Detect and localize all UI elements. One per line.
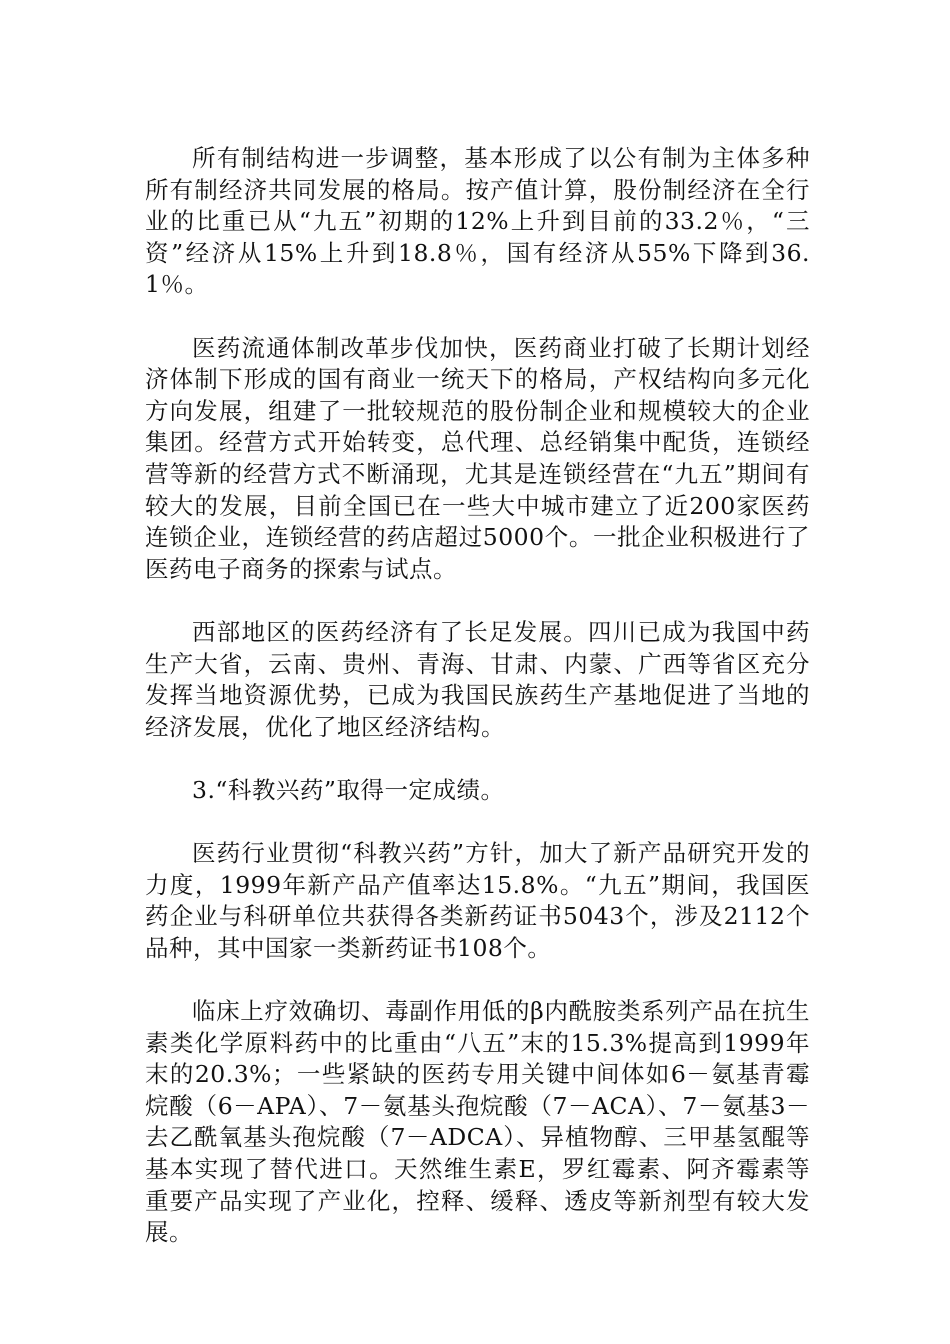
section-heading-science-education: 3.“科教兴药”取得一定成绩。 (192, 775, 505, 804)
paragraph-clinical-products: 临床上疗效确切、毒副作用低的β内酰胺类系列产品在抗生素类化学原料药中的比重由“八五”末的15.3%提高到1999年末的20.3%；一些紧缺的医药专用关键中间体如6－氨基青霉烷酸（6－APA）、7－氨基头孢烷酸（7－ACA）、7－氨基3－去乙酰氧基头孢烷酸（7－ADCA）、异植物醇、三甲基氢醌等基本实现了替代进口。天然维生素E，罗红霉素、阿齐霉素等重要产品实现了产业化，控释、缓释、透皮等新剂型有较大发展。 (145, 997, 810, 1247)
paragraph-new-products: 医药行业贯彻“科教兴药”方针，加大了新产品研究开发的力度，1999年新产品产值率达15.8%。“九五”期间，我国医药企业与科研单位共获得各类新药证书5043个，涉及2112个品种，其中国家一类新药证书108个。 (145, 839, 810, 962)
paragraph-ownership-structure: 所有制结构进一步调整，基本形成了以公有制为主体多种所有制经济共同发展的格局。按产值计算，股份制经济在全行业的比重已从“九五”初期的12%上升到目前的33.2％，“三资”经济从15%上升到18.8％，国有经济从55%下降到36.1％。 (145, 144, 810, 299)
document-body (145, 143, 810, 1249)
paragraph-distribution-reform: 医药流通体制改革步伐加快，医药商业打破了长期计划经济体制下形成的国有商业一统天下的格局，产权结构向多元化方向发展，组建了一批较规范的股份制企业和规模较大的企业集团。经营方式开始转变，总代理、总经销集中配货，连锁经营等新的经营方式不断涌现，尤其是连锁经营在“九五”期间有较大的发展，目前全国已在一些大中城市建立了近200家医药连锁企业，连锁经营的药店超过5000个。一批企业积极进行了医药电子商务的探索与试点。 (145, 333, 810, 583)
paragraph-western-region: 西部地区的医药经济有了长足发展。四川已成为我国中药生产大省，云南、贵州、青海、甘肃、内蒙、广西等省区充分发挥当地资源优势，已成为我国民族药生产基地促进了当地的经济发展，优化了地区经济结构。 (145, 617, 810, 741)
